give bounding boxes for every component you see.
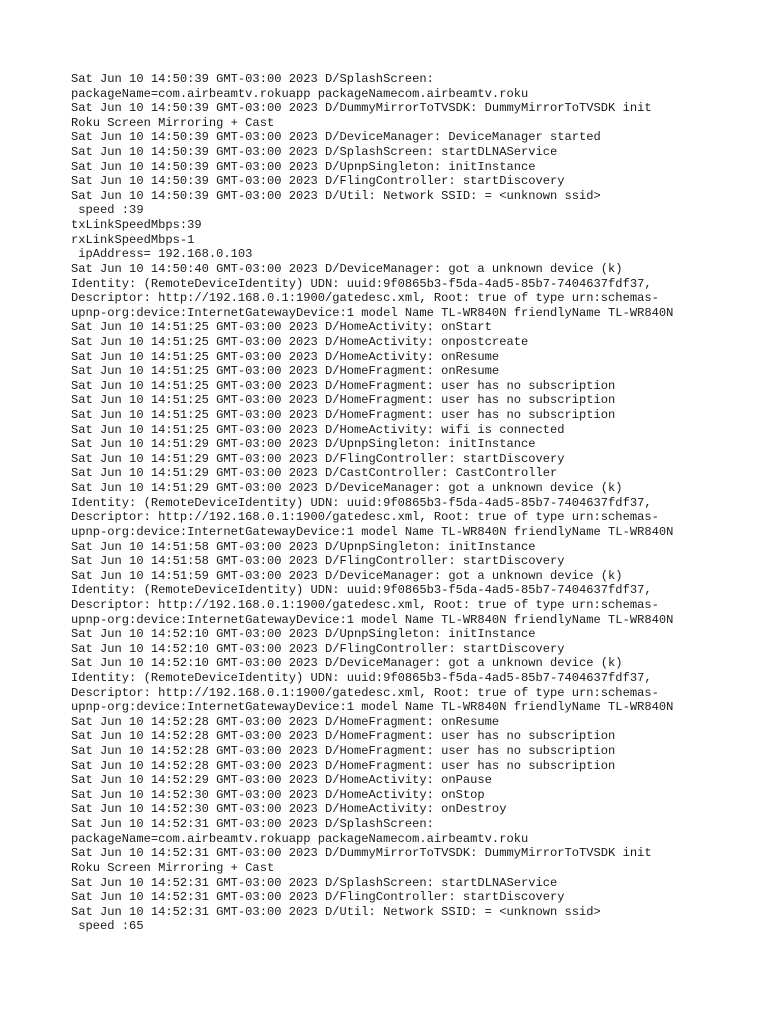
log-line: Identity: (RemoteDeviceIdentity) UDN: uuid:9f0865b3-f5da-4ad5-85b7-7404637fdf37, xyxy=(71,495,652,510)
log-line: Sat Jun 10 14:51:25 GMT-03:00 2023 D/HomeFragment: user has no subscription xyxy=(71,378,616,393)
log-line: Sat Jun 10 14:51:25 GMT-03:00 2023 D/HomeActivity: onResume xyxy=(71,349,500,364)
log-line: packageName=com.airbeamtv.rokuapp packageNamecom.airbeamtv.roku xyxy=(71,86,529,101)
log-line: rxLinkSpeedMbps-1 xyxy=(71,232,195,247)
log-line: Descriptor: http://192.168.0.1:1900/gatedesc.xml, Root: true of type urn:schemas- xyxy=(71,685,659,700)
log-line: Descriptor: http://192.168.0.1:1900/gatedesc.xml, Root: true of type urn:schemas- xyxy=(71,291,659,306)
log-line: Sat Jun 10 14:51:25 GMT-03:00 2023 D/HomeActivity: wifi is connected xyxy=(71,422,565,437)
log-line: Sat Jun 10 14:52:28 GMT-03:00 2023 D/HomeFragment: onResume xyxy=(71,714,500,729)
log-line: Sat Jun 10 14:51:25 GMT-03:00 2023 D/HomeFragment: user has no subscription xyxy=(71,393,616,408)
log-line: Sat Jun 10 14:50:39 GMT-03:00 2023 D/UpnpSingleton: initInstance xyxy=(71,159,536,174)
log-line: Sat Jun 10 14:52:10 GMT-03:00 2023 D/UpnpSingleton: initInstance xyxy=(71,627,536,642)
log-line: Sat Jun 10 14:50:39 GMT-03:00 2023 D/Util: Network SSID: = <unknown ssid> xyxy=(71,188,601,203)
log-line: upnp-org:device:InternetGatewayDevice:1 model Name TL-WR840N friendlyName TL-WR840N xyxy=(71,305,674,320)
log-line: Identity: (RemoteDeviceIdentity) UDN: uuid:9f0865b3-f5da-4ad5-85b7-7404637fdf37, xyxy=(71,670,652,685)
log-line: Sat Jun 10 14:51:25 GMT-03:00 2023 D/HomeActivity: onStart xyxy=(71,320,492,335)
log-line: speed :39 xyxy=(71,203,144,218)
log-line: Sat Jun 10 14:52:31 GMT-03:00 2023 D/SplashScreen: startDLNAService xyxy=(71,875,558,890)
log-line: Identity: (RemoteDeviceIdentity) UDN: uuid:9f0865b3-f5da-4ad5-85b7-7404637fdf37, xyxy=(71,276,652,291)
log-line: Sat Jun 10 14:50:39 GMT-03:00 2023 D/FlingController: startDiscovery xyxy=(71,174,565,189)
log-line: Sat Jun 10 14:52:28 GMT-03:00 2023 D/HomeFragment: user has no subscription xyxy=(71,729,616,744)
log-line: ipAddress= 192.168.0.103 xyxy=(71,247,253,262)
log-line: Sat Jun 10 14:51:29 GMT-03:00 2023 D/DeviceManager: got a unknown device (k) xyxy=(71,481,623,496)
log-line: Sat Jun 10 14:51:25 GMT-03:00 2023 D/HomeFragment: onResume xyxy=(71,364,500,379)
log-line: Sat Jun 10 14:51:29 GMT-03:00 2023 D/FlingController: startDiscovery xyxy=(71,451,565,466)
log-line: Roku Screen Mirroring + Cast xyxy=(71,860,275,875)
log-document xyxy=(71,72,751,934)
log-line: upnp-org:device:InternetGatewayDevice:1 model Name TL-WR840N friendlyName TL-WR840N xyxy=(71,700,674,715)
log-line: Sat Jun 10 14:51:25 GMT-03:00 2023 D/HomeFragment: user has no subscription xyxy=(71,408,616,423)
log-line: Sat Jun 10 14:52:28 GMT-03:00 2023 D/HomeFragment: user has no subscription xyxy=(71,758,616,773)
log-line: Sat Jun 10 14:50:40 GMT-03:00 2023 D/DeviceManager: got a unknown device (k) xyxy=(71,261,623,276)
log-line: Sat Jun 10 14:52:29 GMT-03:00 2023 D/HomeActivity: onPause xyxy=(71,773,492,788)
log-line: upnp-org:device:InternetGatewayDevice:1 model Name TL-WR840N friendlyName TL-WR840N xyxy=(71,612,674,627)
log-line: Sat Jun 10 14:50:39 GMT-03:00 2023 D/SplashScreen: xyxy=(71,72,434,86)
log-line: Sat Jun 10 14:52:28 GMT-03:00 2023 D/HomeFragment: user has no subscription xyxy=(71,744,616,759)
log-line: Sat Jun 10 14:51:25 GMT-03:00 2023 D/HomeActivity: onpostcreate xyxy=(71,334,529,349)
log-line: speed :65 xyxy=(71,919,144,934)
log-line: Sat Jun 10 14:51:29 GMT-03:00 2023 D/CastController: CastController xyxy=(71,466,558,481)
log-line: Sat Jun 10 14:51:58 GMT-03:00 2023 D/FlingController: startDiscovery xyxy=(71,554,565,569)
log-line: Sat Jun 10 14:50:39 GMT-03:00 2023 D/DeviceManager: DeviceManager started xyxy=(71,130,601,145)
log-line: upnp-org:device:InternetGatewayDevice:1 model Name TL-WR840N friendlyName TL-WR840N xyxy=(71,524,674,539)
log-line: Identity: (RemoteDeviceIdentity) UDN: uuid:9f0865b3-f5da-4ad5-85b7-7404637fdf37, xyxy=(71,583,652,598)
log-line: Sat Jun 10 14:51:58 GMT-03:00 2023 D/UpnpSingleton: initInstance xyxy=(71,539,536,554)
log-line: Sat Jun 10 14:52:31 GMT-03:00 2023 D/Util: Network SSID: = <unknown ssid> xyxy=(71,904,601,919)
log-line: txLinkSpeedMbps:39 xyxy=(71,218,202,233)
log-line: Sat Jun 10 14:52:31 GMT-03:00 2023 D/FlingController: startDiscovery xyxy=(71,890,565,905)
log-line: Sat Jun 10 14:52:31 GMT-03:00 2023 D/SplashScreen: xyxy=(71,817,434,832)
log-line: Sat Jun 10 14:52:10 GMT-03:00 2023 D/DeviceManager: got a unknown device (k) xyxy=(71,656,623,671)
log-line: Roku Screen Mirroring + Cast xyxy=(71,115,275,130)
log-line: Sat Jun 10 14:52:10 GMT-03:00 2023 D/FlingController: startDiscovery xyxy=(71,641,565,656)
log-line: Sat Jun 10 14:51:29 GMT-03:00 2023 D/UpnpSingleton: initInstance xyxy=(71,437,536,452)
log-line: packageName=com.airbeamtv.rokuapp packageNamecom.airbeamtv.roku xyxy=(71,831,529,846)
log-line: Sat Jun 10 14:50:39 GMT-03:00 2023 D/SplashScreen: startDLNAService xyxy=(71,145,558,160)
log-line: Descriptor: http://192.168.0.1:1900/gatedesc.xml, Root: true of type urn:schemas- xyxy=(71,510,659,525)
log-line: Sat Jun 10 14:52:30 GMT-03:00 2023 D/HomeActivity: onDestroy xyxy=(71,802,507,817)
log-line: Sat Jun 10 14:50:39 GMT-03:00 2023 D/DummyMirrorToTVSDK: DummyMirrorToTVSDK init xyxy=(71,101,652,116)
log-line: Sat Jun 10 14:51:59 GMT-03:00 2023 D/DeviceManager: got a unknown device (k) xyxy=(71,568,623,583)
log-line: Sat Jun 10 14:52:30 GMT-03:00 2023 D/HomeActivity: onStop xyxy=(71,787,485,802)
log-line: Sat Jun 10 14:52:31 GMT-03:00 2023 D/DummyMirrorToTVSDK: DummyMirrorToTVSDK init xyxy=(71,846,652,861)
log-line: Descriptor: http://192.168.0.1:1900/gatedesc.xml, Root: true of type urn:schemas- xyxy=(71,597,659,612)
